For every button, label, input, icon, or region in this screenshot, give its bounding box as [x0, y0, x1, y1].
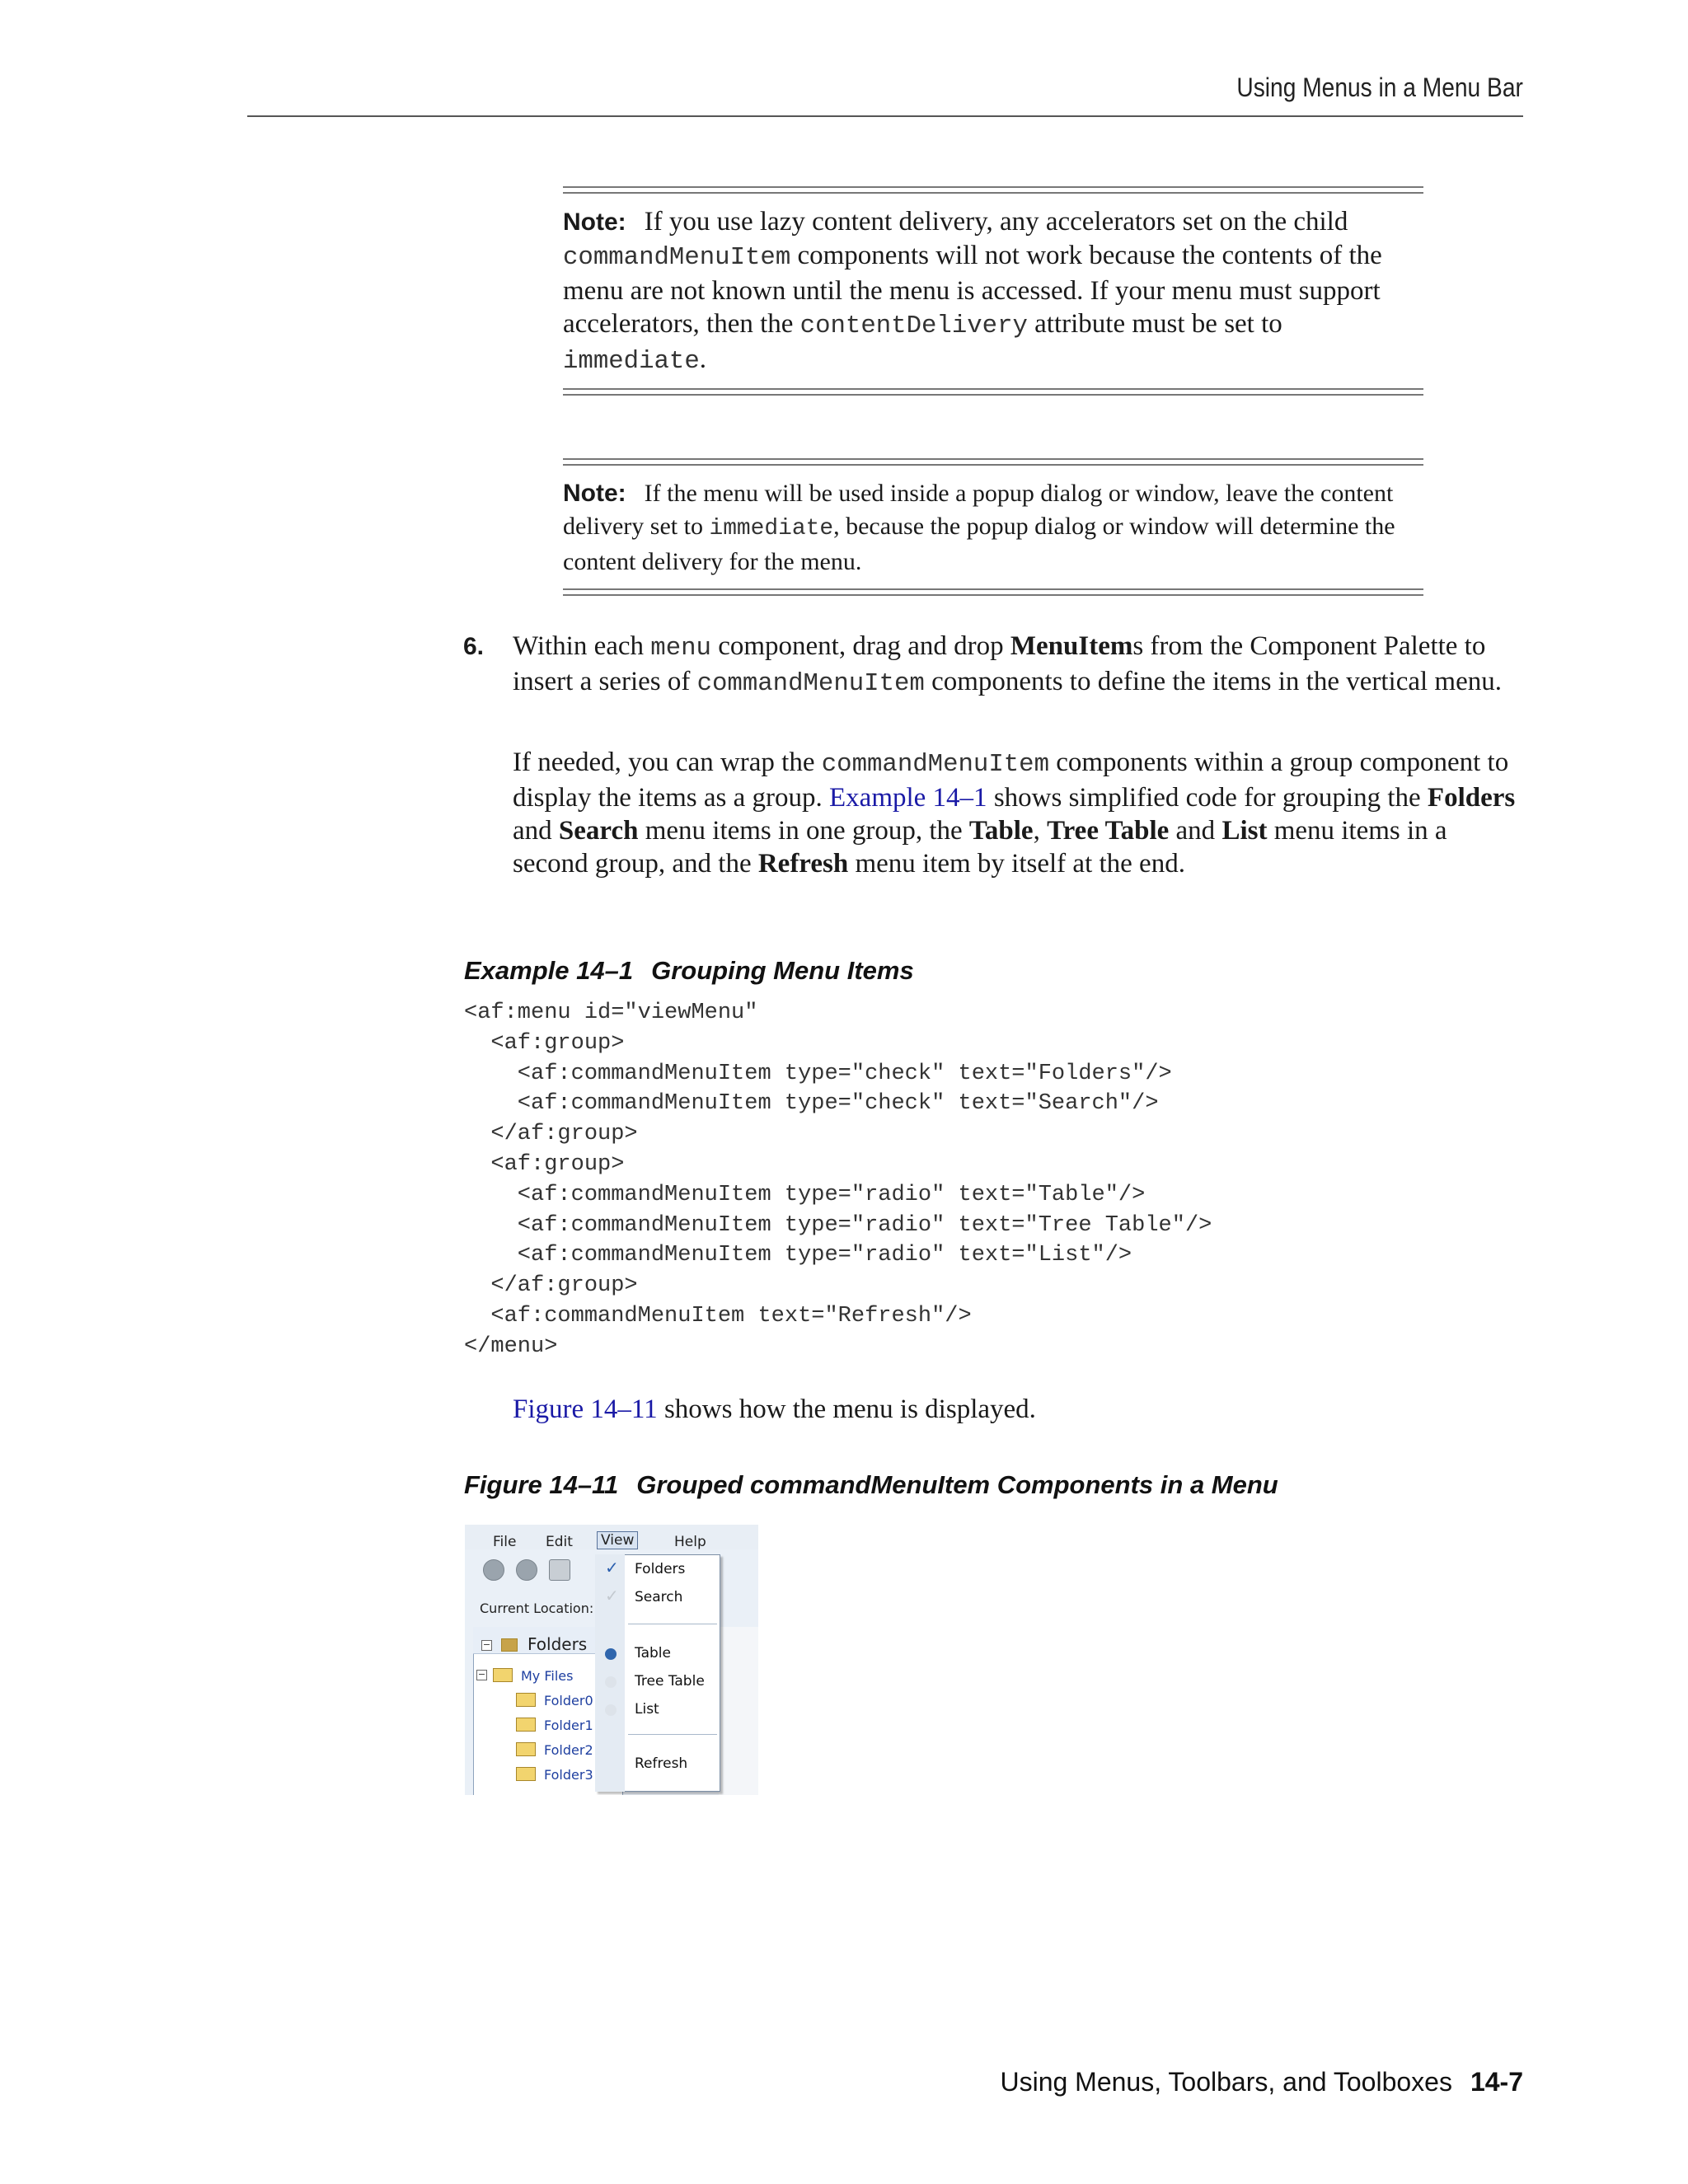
text-part: shows how the menu is displayed.: [657, 1394, 1036, 1424]
menu-view[interactable]: View: [597, 1531, 638, 1549]
code-term: immediate: [563, 347, 700, 376]
code-term: commandMenuItem: [821, 750, 1049, 779]
tree-item[interactable]: Folder0: [544, 1693, 593, 1708]
note-box-lazy-delivery: [563, 186, 1423, 396]
bold-term: Tree Table: [1047, 816, 1170, 846]
text-part: and: [513, 816, 559, 846]
folder-icon: [516, 1718, 536, 1732]
text-part: and: [1169, 816, 1222, 846]
menu-item-folders[interactable]: Folders: [635, 1561, 686, 1577]
note-text-part: If the menu will be used inside a popup dialog or window, leave the content delivery set to: [563, 480, 1394, 540]
text-part: ,: [1033, 816, 1048, 846]
note-box-popup: [563, 458, 1423, 596]
note-text-part: attribute must be set to: [1027, 309, 1282, 339]
collapse-icon[interactable]: −: [477, 1669, 486, 1680]
menu-item-refresh[interactable]: Refresh: [635, 1755, 688, 1772]
code-term: commandMenuItem: [563, 243, 791, 272]
code-term: contentDelivery: [799, 312, 1028, 340]
bold-term: Folders: [1427, 783, 1516, 813]
note-text: [563, 194, 1423, 388]
text-part: menu items in one group, the: [638, 816, 969, 846]
note-top-rule: [563, 186, 1423, 194]
page-number: 14-7: [1470, 2067, 1523, 2097]
note-bottom-rule: [563, 388, 1423, 396]
grouping-paragraph: [513, 746, 1525, 880]
folder-icon: [516, 1693, 536, 1707]
menu-help[interactable]: Help: [674, 1534, 706, 1550]
check-icon: ✓: [605, 1558, 619, 1577]
menu-separator: [628, 1734, 717, 1735]
menu-item-table[interactable]: Table: [635, 1645, 671, 1661]
note-top-rule: [563, 458, 1423, 466]
running-header: Using Menus in a Menu Bar: [1236, 73, 1523, 102]
text-part: s from the Component Palette to insert a series of: [513, 631, 1486, 696]
text-part: menu item by itself at the end.: [848, 849, 1185, 879]
menu-item-tree-table[interactable]: Tree Table: [635, 1673, 705, 1690]
header-rule: [247, 115, 1523, 117]
tree-item[interactable]: Folder2: [544, 1742, 593, 1758]
folder-icon: [516, 1742, 536, 1756]
folder-icon: [493, 1668, 513, 1682]
note-bottom-rule: [563, 588, 1423, 596]
bold-term: Refresh: [757, 849, 849, 879]
caption-title: Grouping Menu Items: [651, 956, 914, 985]
example-link[interactable]: Example 14–1: [829, 783, 987, 813]
footer-title: Using Menus, Toolbars, and Toolboxes: [1000, 2067, 1452, 2097]
check-icon: ✓: [605, 1586, 619, 1605]
caption-title: Grouped commandMenuItem Components in a Menu: [636, 1470, 1278, 1499]
code-example: <af:menu id="viewMenu" <af:group> <af:commandMenuItem type="check" text="Folders"/> <af:commandMenuItem type="check" text="Search"/> </af:group> <af:group> <af:commandMenuItem type="radio" text="Table"/> <af:commandMenuItem type="radio" text="Tree Table"/> <af:commandMenuItem type="radio" text="List"/> </af:group> <af:commandMenuItem text="Refresh"/> </menu>: [464, 1001, 1212, 1359]
bold-term: Search: [558, 816, 639, 846]
folders-tree-icon: [501, 1638, 518, 1652]
tree-item[interactable]: My Files: [521, 1668, 574, 1684]
radio-icon: [605, 1676, 617, 1688]
radio-icon: [605, 1704, 617, 1716]
text-part: components to define the items in the vertical menu.: [924, 667, 1502, 696]
code-term: immediate: [709, 516, 834, 541]
note-label: Note:: [563, 480, 626, 507]
text-part: If needed, you can wrap the: [513, 748, 822, 777]
forward-icon[interactable]: [516, 1559, 537, 1581]
note-label: Note:: [563, 209, 626, 236]
content-pane-edge: [719, 1627, 758, 1795]
step-number: 6.: [463, 633, 485, 660]
collapse-icon[interactable]: −: [482, 1639, 491, 1650]
menu-edit[interactable]: Edit: [546, 1534, 573, 1550]
menu-screenshot: [465, 1525, 758, 1795]
text-part: Within each: [513, 631, 651, 661]
code-term: commandMenuItem: [696, 669, 925, 698]
figure-caption: [464, 1470, 1278, 1500]
menu-item-list[interactable]: List: [635, 1701, 659, 1718]
current-location-label: Current Location:: [480, 1601, 594, 1616]
folder-up-icon[interactable]: [549, 1559, 570, 1581]
back-icon[interactable]: [483, 1559, 504, 1581]
step-6-text: [513, 630, 1525, 701]
menu-file[interactable]: File: [493, 1534, 517, 1550]
menu-item-search[interactable]: Search: [635, 1589, 683, 1605]
bold-term: Table: [968, 816, 1034, 846]
caption-number: Example 14–1: [464, 956, 634, 985]
note-text: [563, 466, 1423, 588]
folder-icon: [516, 1767, 536, 1781]
folders-header-label: Folders: [528, 1634, 588, 1654]
note-text-part: , because the popup dialog or window will determine the content delivery for the menu.: [563, 513, 1395, 575]
figure-link[interactable]: Figure 14–11: [513, 1394, 658, 1424]
figure-reference-paragraph: [513, 1393, 1525, 1426]
text-part: components within a group component to display the items as a group.: [513, 748, 1509, 813]
example-caption: [464, 956, 914, 986]
bold-term: MenuItem: [1010, 631, 1133, 661]
radio-selected-icon: [605, 1648, 617, 1660]
text-part: component, drag and drop: [710, 631, 1010, 661]
tree-item[interactable]: Folder1: [544, 1718, 593, 1733]
note-text-part: .: [699, 344, 706, 374]
note-text-part: components will not work because the contents of the menu are not known until the menu is accessed. If your menu must support accelerators, then the: [563, 241, 1382, 339]
text-part: shows simplified code for grouping the: [987, 783, 1428, 813]
note-text-part: If you use lazy content delivery, any accelerators set on the child: [644, 207, 1348, 237]
tree-item[interactable]: Folder3: [544, 1767, 593, 1783]
text-part: menu items in a second group, and the: [513, 816, 1447, 879]
caption-number: Figure 14–11: [464, 1470, 619, 1499]
page-footer: [1000, 2067, 1523, 2097]
code-term: menu: [650, 634, 711, 663]
bold-term: List: [1221, 816, 1268, 846]
